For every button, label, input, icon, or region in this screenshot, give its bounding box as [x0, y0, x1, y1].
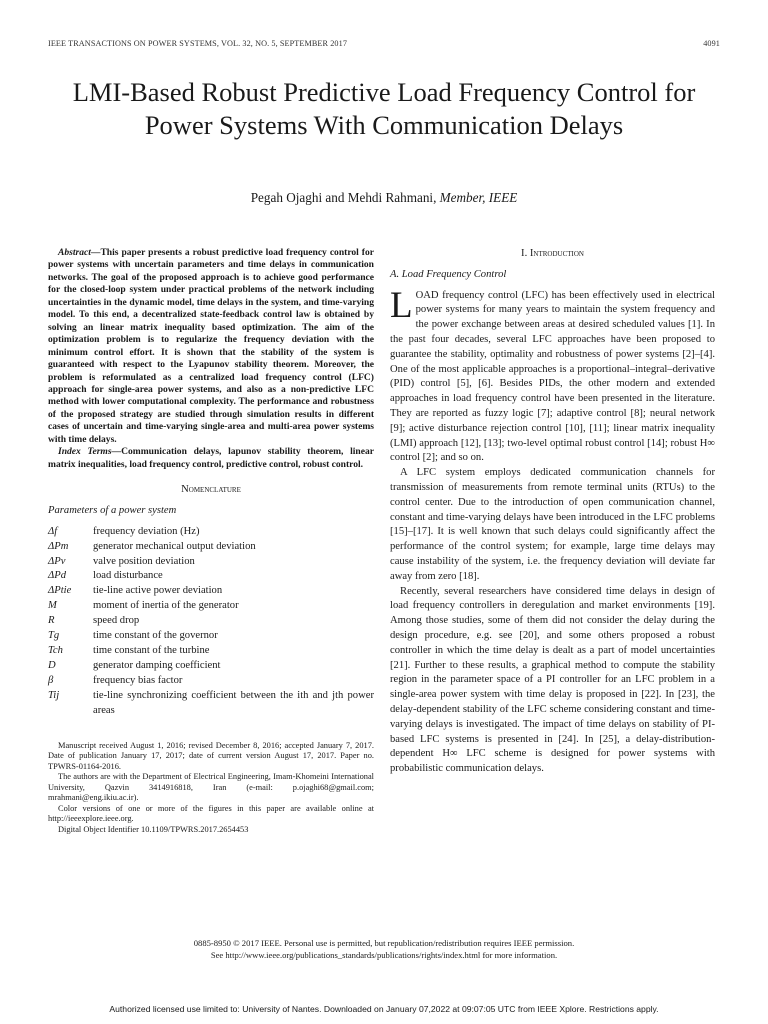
nomenclature-item [48, 555, 374, 570]
paper-title: LMI-Based Robust Predictive Load Frequency Control for Power Systems With Communication Delays [72, 77, 696, 140]
nomenclature-item [48, 629, 374, 644]
nomenclature-definition: tie-line active power deviation [93, 585, 223, 597]
nomenclature-item [48, 599, 374, 614]
abstract-label: Abstract— [58, 247, 101, 258]
copyright-notice [60, 937, 708, 961]
dropcap-letter: L [390, 284, 413, 326]
nomenclature-subheading: Parameters of a power system [48, 504, 177, 516]
nomenclature-item [48, 614, 374, 629]
author-line [40, 190, 728, 206]
footnote-affiliation: The authors are with the Department of Electrical Engineering, Imam-Khomeini International University, Qazvin 3414916818, Iran (e-mail: p.ojaghi68@gmail.com; mrahmani@eng.ikiu.ac.ir). [48, 772, 374, 803]
nomenclature-symbol: D [48, 659, 56, 671]
nomenclature-heading: Nomenclature [181, 484, 241, 496]
intro-paragraph: Recently, several researchers have considered time delays in design of load frequency controllers in deregulation and market environments [19]. Among those studies, some of them did not consider the delay during the design procedure, e.g. see [20], and some others proposed a robust controller in which the time delay is dealt as a part of model uncertainties [21]. Further to these results, a graphical method to compute the stability region in the parameter space of a PI controller for an LFC problem in a single-area power system with time delay is proposed in [22]. In [23], the delay-dependent stability of the LFC scheme considering constant and time-varying delays is investigated. The impact of time delays on stability of PI-based LFC systems is presented in [24]. In [25], a delay-distribution-dependent H∞ LFC scheme is designed for power systems with probabilistic communication delays. [390, 585, 715, 775]
abstract-text: This paper presents a robust predictive load frequency control for power systems with uncertain parameters and time delays in communication networks. The goal of the proposed approach is to achieve good performance for the closed-loop system under practical problems of the network including uncertainties in the dynamic model, time delays in the system, and time-varying model. To this end, a decentralized state-feedback control law is obtained by solving an linear matrix inequality based optimization. The aim of the optimization problem is to regularize the frequency deviation with the minimum control effort. It is shown that the stability of the system is guaranteed with respect to the Lyapunov stability theorem. Moreover, the problem is reformulated as a centralized load frequency control (LFC) approach for single-area power systems, and also as a non-predictive LFC method with lower computational complexity. The performance and robustness of the proposed strategy are studied through simulation results in different cases of uncertain and time-varying single-area and multi-area power systems with time delays. [48, 247, 374, 445]
nomenclature-definition: speed drop [93, 615, 140, 627]
footnote-color-versions: Color versions of one or more of the figures in this paper are available online at http://ieeexplore.ieee.org. [48, 803, 374, 824]
nomenclature-symbol: M [48, 600, 57, 612]
introduction-subheading: A. Load Frequency Control [390, 268, 507, 280]
nomenclature-definition: frequency bias factor [93, 674, 183, 686]
index-terms-text: Communication delays, lapunov stability theorem, linear matrix inequalities, load frequency control, predictive control, robust control. [48, 446, 374, 470]
copyright-line: 0885-8950 © 2017 IEEE. Personal use is permitted, but republication/redistribution requires IEEE permission. [193, 938, 575, 948]
nomenclature-item [48, 689, 374, 719]
nomenclature-item [48, 584, 374, 599]
intro-paragraph [390, 284, 715, 467]
intro-paragraph: A LFC system employs dedicated communication channels for transmission of measurements from remote terminal units (RTUs) to the control center. Due to the introduction of open communication channel, constant and time-varying delays have been introduced in the LFC problems [15]–[17]. It is well known that such delays could significantly affect the performance of the control system; for example, large time delays may cause instability of the system, i.e. the frequency deviation will deviate far away from zero [18]. [390, 467, 715, 582]
nomenclature-symbol: Tch [48, 645, 63, 656]
author-names: Pegah Ojaghi and Mehdi Rahmani, [250, 190, 437, 205]
license-banner: Authorized licensed use limited to: University of Nantes. Downloaded on January 07,2022 at 09:07:05 UTC from IEEE Xplore. Restrictions apply. [109, 1004, 659, 1014]
nomenclature-symbol: Δf [48, 525, 58, 537]
nomenclature-symbol: ΔPd [48, 570, 66, 582]
abstract [48, 247, 374, 471]
nomenclature-item [48, 569, 374, 584]
nomenclature-symbol: β [48, 674, 54, 686]
nomenclature-definition: tie-line synchronizing coefficient between the ith and jth power areas [93, 689, 374, 716]
nomenclature-symbol: R [48, 615, 55, 627]
nomenclature-definition: time constant of the turbine [93, 645, 210, 656]
nomenclature-symbol: Tij [48, 689, 60, 701]
nomenclature-symbol: ΔPv [48, 555, 66, 567]
intro-paragraph-text: OAD frequency control (LFC) has been effectively used in electrical power systems for many years to maintain the system frequency and the power exchange between areas at desired scheduled values [1]. In the past four decades, several LFC approaches have been proposed to guarantee the stability, optimality and robustness of power systems [2]–[4]. One of the most applicable approaches is a proportional–integral–derivative (PID) control [5], [6]. Besides PIDs, the other modern and extended approaches in load frequency control have been presented in the literature. They are reported as fuzzy logic [7]; adaptive control [8]; neural network [9]; active disturbance rejection control [10], [11]; linear matrix inequality (LMI) approach [12], [13]; two-level optimal robust control [14]; robust H∞ control [2]; and so on. [390, 289, 715, 464]
author-membership: Member, IEEE [439, 190, 518, 205]
left-column [48, 247, 374, 835]
nomenclature-item [48, 525, 374, 540]
footnotes [48, 741, 374, 836]
copyright-rights-link: See http://www.ieee.org/publications_standards/publications/rights/index.html for more information. [210, 950, 558, 960]
nomenclature-item [48, 644, 374, 659]
nomenclature-definition: generator mechanical output deviation [93, 540, 256, 552]
page-number: 4091 [703, 39, 720, 48]
right-column [390, 247, 715, 777]
nomenclature-item [48, 540, 374, 555]
nomenclature-list [48, 525, 374, 719]
journal-name: IEEE TRANSACTIONS ON POWER SYSTEMS, VOL. 32, NO. 5, SEPTEMBER 2017 [48, 39, 348, 48]
nomenclature-definition: moment of inertia of the generator [93, 600, 239, 612]
nomenclature-item [48, 659, 374, 674]
nomenclature-item [48, 674, 374, 689]
nomenclature-definition: generator damping coefficient [93, 659, 221, 671]
footnote-manuscript: Manuscript received August 1, 2016; revised December 8, 2016; accepted January 7, 2017. Date of publication January 17, 2017; date of current version August 17, 2017. Paper no. TPWRS-01164-2016. [48, 740, 374, 771]
introduction-heading: I. Introduction [521, 248, 584, 259]
running-header [48, 39, 720, 48]
nomenclature-symbol: ΔPtie [48, 585, 72, 597]
nomenclature-definition: frequency deviation (Hz) [93, 525, 200, 537]
nomenclature-definition: load disturbance [93, 570, 163, 582]
nomenclature-definition: valve position deviation [93, 555, 195, 567]
index-terms-label: Index Terms— [58, 446, 122, 458]
nomenclature-definition: time constant of the governor [93, 630, 218, 642]
nomenclature-symbol: Tg [48, 630, 60, 642]
footnote-doi: Digital Object Identifier 10.1109/TPWRS.2017.2654453 [58, 824, 249, 834]
nomenclature-symbol: ΔPm [48, 540, 69, 552]
